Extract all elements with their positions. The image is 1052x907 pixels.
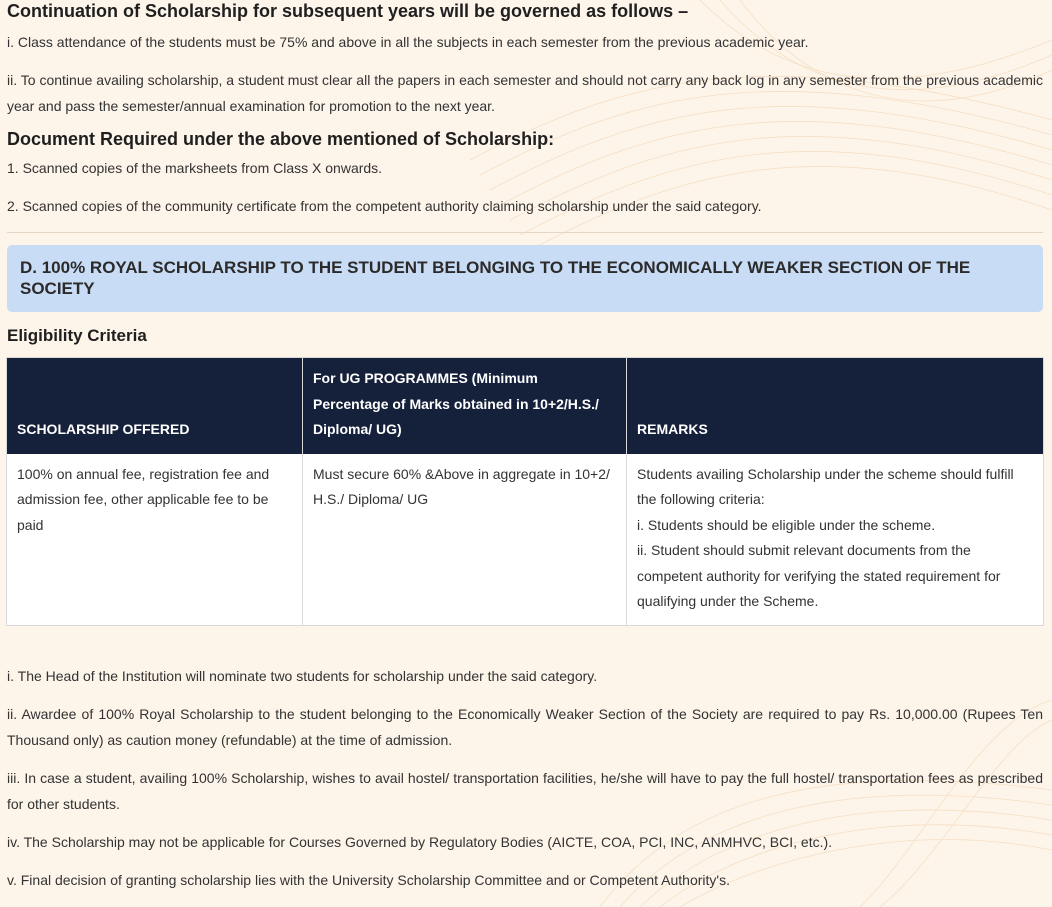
section-divider: [7, 232, 1043, 233]
note-item-2: ii. Awardee of 100% Royal Scholarship to the student belonging to the Economically Weaker Section of the Society are required to pay Rs. 10,000.00 (Rupees Ten Thousand only) as caution money (refundable) at the time of admission.: [7, 705, 1043, 748]
eligibility-table: [7, 358, 1043, 625]
remarks-item-2: ii. Student should submit relevant documents from the competent authority for verifying the stated requirement for qualifying under the Scheme.: [637, 542, 1001, 609]
table-row: [7, 454, 1043, 625]
document-item-2: 2. Scanned copies of the community certificate from the competent authority claiming scholarship under the said category.: [7, 198, 762, 214]
document-item-1: 1. Scanned copies of the marksheets from Class X onwards.: [7, 160, 383, 176]
cell-remarks: [627, 454, 1044, 625]
section-d-banner: D. 100% ROYAL SCHOLARSHIP TO THE STUDENT BELONGING TO THE ECONOMICALLY WEAKER SECTION OF THE SOCIETY: [7, 245, 1043, 312]
table-header-row: [7, 358, 1043, 454]
remarks-intro: Students availing Scholarship under the scheme should fulfill the following criteria:: [637, 465, 1014, 507]
continuation-heading: Continuation of Scholarship for subsequent years will be governed as follows –: [7, 1, 689, 21]
cell-offered: 100% on annual fee, registration fee and admission fee, other applicable fee to be paid: [7, 454, 303, 625]
header-ug-programmes: For UG PROGRAMMES (Minimum Percentage of Marks obtained in 10+2/H.S./ Diploma/ UG): [303, 358, 627, 454]
note-item-1: i. The Head of the Institution will nominate two students for scholarship under the said category.: [7, 667, 598, 684]
note-item-4: iv. The Scholarship may not be applicable for Courses Governed by Regulatory Bodies (AICTE, COA, PCI, INC, ANMHVC, BCI, etc.).: [7, 833, 833, 850]
note-item-3: iii. In case a student, availing 100% Scholarship, wishes to avail hostel/ transportation facilities, he/she will have to pay the full hostel/ transportation fees as prescribed for other students.: [7, 769, 1043, 812]
continuation-item-1: i. Class attendance of the students must be 75% and above in all the subjects in each semester from the previous academic year.: [7, 34, 809, 50]
header-remarks: REMARKS: [627, 358, 1044, 454]
header-scholarship-offered: SCHOLARSHIP OFFERED: [7, 358, 303, 454]
cell-criteria: Must secure 60% &Above in aggregate in 10+2/ H.S./ Diploma/ UG: [303, 454, 627, 625]
note-item-5: v. Final decision of granting scholarship lies with the University Scholarship Committee and or Competent Authority's.: [7, 871, 730, 888]
documents-heading: Document Required under the above mentioned of Scholarship:: [7, 129, 555, 149]
continuation-item-2: ii. To continue availing scholarship, a student must clear all the papers in each semester and should not carry any back log in any semester from the previous academic year and pass the semester/annual examination for promotion to the next year.: [7, 72, 1043, 114]
eligibility-heading: Eligibility Criteria: [7, 326, 147, 345]
notes-list: [7, 663, 1043, 893]
remarks-item-1: i. Students should be eligible under the scheme.: [637, 516, 936, 533]
